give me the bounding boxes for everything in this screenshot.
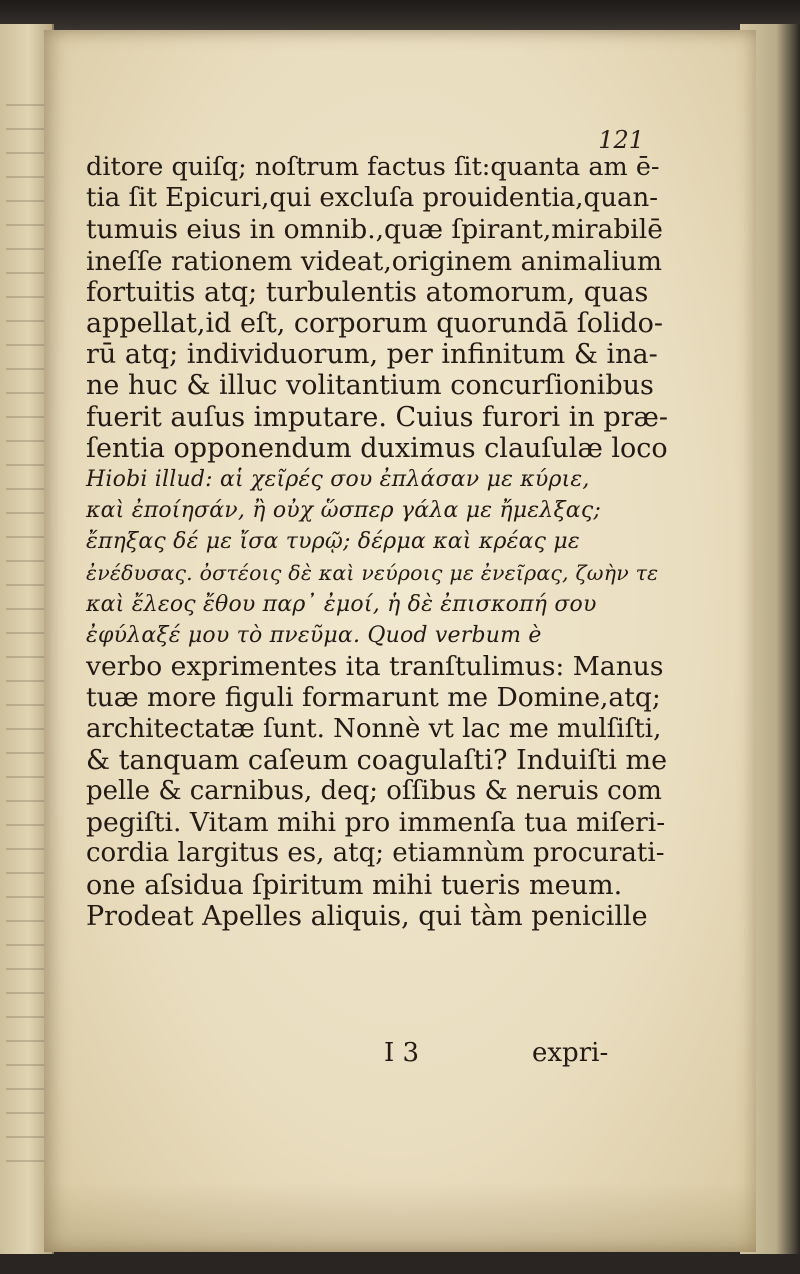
text-line: fortuitis atq; turbulentis atomorum, quas: [86, 276, 649, 308]
text-line: appellat,id eſt, corporum quorundā ſolido-: [86, 308, 663, 340]
text-line: architectatæ ſunt. Nonnè vt lac me mulſiſti,: [86, 713, 662, 744]
text-line: cordia largitus es, atq; etiamnùm procurati-: [86, 838, 665, 869]
text-line: one aſsidua ſpiritum mihi tueris meum.: [86, 869, 623, 901]
book-top-edge: [0, 0, 800, 30]
left-page-text-bleed: [6, 104, 44, 1164]
text-line: ſentia opponendum duximus clauſulæ loco: [86, 432, 668, 464]
text-line: tuæ more figuli formarunt me Domine,atq;: [86, 682, 661, 714]
text-line-greek: καὶ ἔλεος ἔθου παρ᾽ ἐμοί, ἡ δὲ ἐπισκοπή σου: [86, 591, 597, 617]
text-line: pegiſti. Vitam mihi pro immenſa tua miſeri-: [86, 807, 666, 839]
text-line: Prodeat Apelles aliquis, qui tàm penicille: [86, 900, 648, 932]
text-line-greek: καὶ ἐποίησάν, ἢ οὐχ ὥσπερ γάλα με ἤμελξας;: [86, 498, 601, 524]
text-line: tumuis eius in omnib.,quæ ſpirant,mirabilē: [86, 214, 663, 246]
signature-mark: I 3: [384, 1038, 420, 1068]
text-line: rū atq; individuorum, per infinitum & ina-: [86, 339, 658, 371]
page-footer: [44, 1038, 756, 1078]
text-line: ne huc & illuc volitantium concurſionibus: [86, 370, 654, 402]
text-line: ditore quiſq; noſtrum factus ſit:quanta am ē-: [86, 152, 660, 182]
catchword: expri-: [532, 1038, 609, 1068]
page-text: [86, 152, 668, 932]
text-line-greek: ἐνέδυσας. ὀστέοις δὲ καὶ νεύροις με ἐνεῖρας, ζωὴν τε: [86, 560, 659, 585]
text-line: verbo exprimentes ita tranſtulimus: Manus: [86, 651, 664, 683]
text-line: pelle & carnibus, deq; oſſibus & neruis com: [86, 776, 662, 807]
page-number: 121: [598, 126, 644, 154]
text-line-greek: ἔπηξας δέ με ἴσα τυρῷ; δέρμα καὶ κρέας με: [86, 529, 580, 555]
text-line: & tanquam caſeum coagulaſti? Induiſti me: [86, 744, 668, 776]
book-page: [44, 30, 756, 1252]
text-line-greek: ἐφύλαξέ μου τὸ πνεῦμα. Quod verbum è: [86, 623, 542, 649]
text-line: tia ſit Epicuri,qui excluſa prouidentia,quan-: [86, 183, 658, 214]
text-line: ineſſe rationem videat,originem animalium: [86, 245, 663, 277]
text-line: fuerit auſus imputare. Cuius furori in præ-: [86, 401, 669, 433]
text-line-greek: Hiobi illud: αἱ χεῖρές σου ἐπλάσαν με κύριε,: [86, 467, 590, 493]
